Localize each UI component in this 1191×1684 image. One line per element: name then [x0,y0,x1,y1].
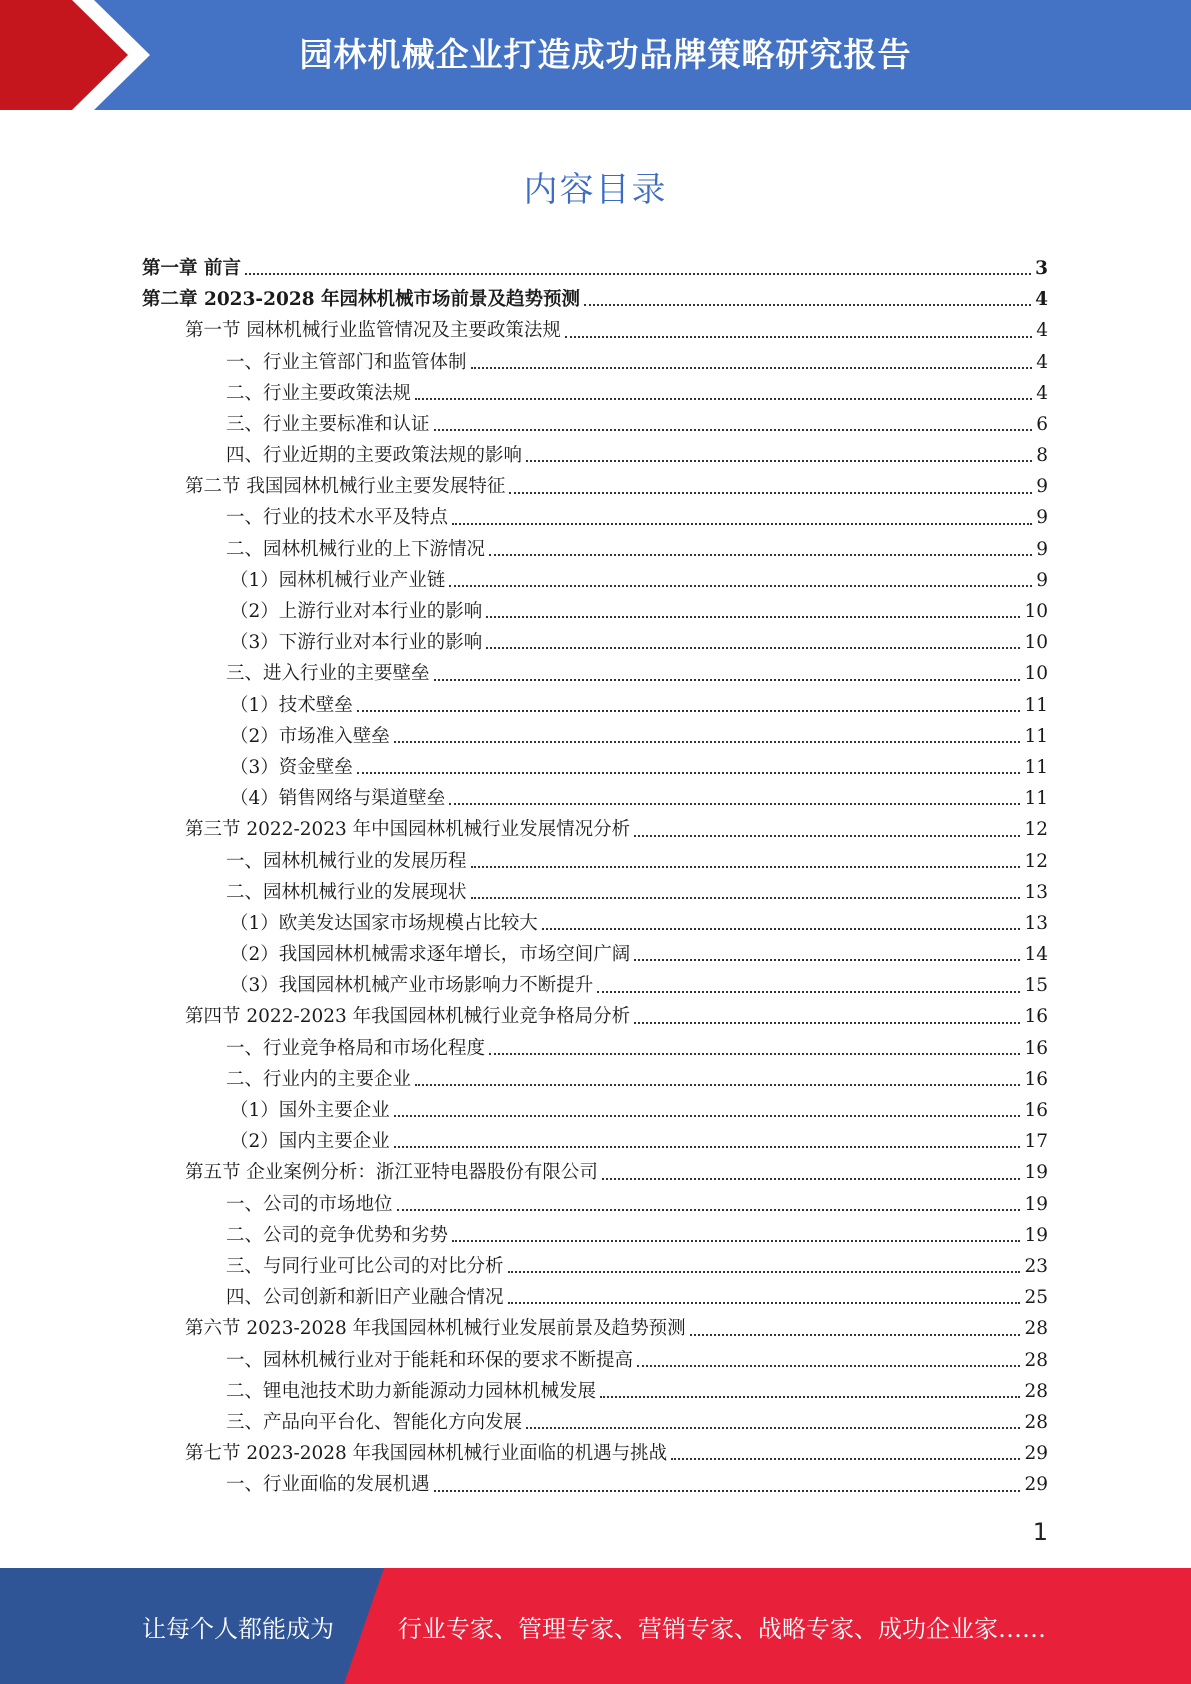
toc-entry-page: 11 [1024,788,1048,810]
toc-entry[interactable] [142,939,1048,970]
toc-entry[interactable] [142,721,1048,752]
toc-entry-page: 11 [1024,725,1048,747]
toc-heading: 内容目录 [523,170,668,210]
header-banner [0,0,1191,110]
toc-entry-label: 二、公司的竞争优势和劣势 [226,1224,449,1246]
toc-dot-leader [637,1364,1020,1367]
toc-dot-leader [415,397,1032,400]
toc-entry-page: 19 [1024,1193,1048,1215]
toc-entry-page: 29 [1024,1443,1048,1465]
toc-entry-label: 一、行业的技术水平及特点 [226,507,449,529]
toc-entry-page: 13 [1024,912,1048,934]
toc-dot-leader [394,740,1021,743]
toc-entry-label: 四、公司创新和新旧产业融合情况 [226,1287,504,1309]
toc-dot-leader [397,1208,1021,1211]
toc-entry-label: 二、行业主要政策法规 [226,382,412,404]
toc-entry-page: 4 [1036,351,1048,373]
toc-dot-leader [415,1083,1020,1086]
toc-entry-label: （1）技术壁垒 [230,694,353,716]
toc-dot-leader [486,615,1020,618]
toc-entry-label: 一、行业竞争格局和市场化程度 [226,1037,486,1059]
toc-entry[interactable] [142,565,1048,596]
toc-entry-label: 三、产品向平台化、智能化方向发展 [226,1411,523,1433]
toc-entry-label: 第二节 我国园林机械行业主要发展特征 [185,476,506,498]
toc-entry[interactable] [142,1126,1048,1157]
toc-entry[interactable] [142,534,1048,565]
toc-dot-leader [471,865,1021,868]
toc-entry-label: （4）销售网络与渠道壁垒 [230,788,446,810]
toc-entry-label: （1）欧美发达国家市场规模占比较大 [230,912,538,934]
toc-dot-leader [434,428,1033,431]
footer-slogan-roles: 行业专家、管理专家、营销专家、战略专家、成功企业家…… [398,1614,1046,1643]
toc-dot-leader [565,335,1032,338]
toc-entry-page: 4 [1036,320,1048,342]
toc-dot-leader [394,1114,1021,1117]
toc-entry-label: 第一节 园林机械行业监管情况及主要政策法规 [185,320,561,342]
toc-entry-page: 9 [1036,569,1048,591]
toc-entry-page: 23 [1024,1255,1048,1277]
toc-entry[interactable] [142,1251,1048,1282]
toc-dot-leader [634,958,1020,961]
toc-entry-label: 第五节 企业案例分析：浙江亚特电器股份有限公司 [185,1162,598,1184]
toc-dot-leader [486,646,1020,649]
toc-entry-page: 28 [1024,1318,1048,1340]
toc-dot-leader [434,678,1021,681]
toc-entry-label: 一、园林机械行业的发展历程 [226,850,467,872]
toc-entry-page: 3 [1035,257,1048,279]
toc-entry-page: 29 [1024,1474,1048,1496]
toc-entry-page: 28 [1024,1411,1048,1433]
toc-entry[interactable] [142,1438,1048,1469]
toc-entry[interactable] [142,627,1048,658]
toc-entry[interactable] [142,1220,1048,1251]
toc-entry-page: 6 [1036,413,1048,435]
toc-dot-leader [634,1021,1020,1024]
toc-entry[interactable] [142,1407,1048,1438]
toc-entry-label: 第七节 2023-2028 年我国园林机械行业面临的机遇与挑战 [185,1443,668,1465]
toc-entry-label: （2）我国园林机械需求逐年增长，市场空间广阔 [230,944,631,966]
toc-entry-page: 10 [1024,663,1048,685]
toc-entry-label: （1）园林机械行业产业链 [230,569,446,591]
toc-dot-leader [489,553,1032,556]
toc-dot-leader [357,709,1021,712]
toc-entry-page: 28 [1024,1349,1048,1371]
toc-entry[interactable] [142,1189,1048,1220]
toc-dot-leader [600,1395,1020,1398]
toc-entry-label: 一、行业主管部门和监管体制 [226,351,467,373]
toc-entry-label: 一、行业面临的发展机遇 [226,1474,430,1496]
toc-entry-label: 第二章 2023-2028 年园林机械市场前景及趋势预测 [142,289,581,311]
toc-entry-page: 28 [1024,1380,1048,1402]
toc-entry-page: 11 [1024,694,1048,716]
toc-entry[interactable] [142,1282,1048,1313]
page-number: 1 [1032,1518,1048,1546]
toc-dot-leader [245,272,1031,275]
toc-dot-leader [602,1177,1021,1180]
toc-dot-leader [449,584,1032,587]
toc-dot-leader [434,1489,1021,1492]
toc-entry[interactable] [142,253,1048,284]
toc-dot-leader [489,1052,1020,1055]
toc-entry[interactable] [142,1157,1048,1188]
toc-entry-page: 12 [1024,819,1048,841]
toc-entry-page: 10 [1024,632,1048,654]
toc-entry-page: 15 [1024,975,1048,997]
toc-entry-label: （2）国内主要企业 [230,1131,390,1153]
toc-entry[interactable] [142,846,1048,877]
toc-dot-leader [526,459,1032,462]
toc-entry-label: （3）下游行业对本行业的影响 [230,632,483,654]
toc-dot-leader [508,1301,1021,1304]
toc-entry-label: 三、进入行业的主要壁垒 [226,663,430,685]
toc-dot-leader [452,1239,1020,1242]
toc-dot-leader [452,522,1032,525]
toc-entry-label: 三、行业主要标准和认证 [226,413,430,435]
toc-entry-label: 二、园林机械行业的上下游情况 [226,538,486,560]
toc-dot-leader [671,1457,1020,1460]
toc-dot-leader [584,303,1031,306]
toc-entry-label: 二、锂电池技术助力新能源动力园林机械发展 [226,1380,597,1402]
toc-entry-page: 4 [1035,289,1048,311]
toc-entry[interactable] [142,814,1048,845]
toc-entry-page: 14 [1024,944,1048,966]
toc-entry-label: （3）资金壁垒 [230,756,353,778]
toc-entry-label: 三、与同行业可比公司的对比分析 [226,1255,504,1277]
toc-entry-label: （2）市场准入壁垒 [230,725,390,747]
toc-entry[interactable] [142,690,1048,721]
toc-entry[interactable] [142,409,1048,440]
toc-entry-page: 16 [1024,1068,1048,1090]
toc-entry-page: 16 [1024,1100,1048,1122]
toc-entry-page: 19 [1024,1224,1048,1246]
toc-entry[interactable] [142,1376,1048,1407]
toc-dot-leader [509,491,1032,494]
report-title: 园林机械企业打造成功品牌策略研究报告 [299,34,912,74]
toc-dot-leader [394,1145,1021,1148]
toc-dot-leader [357,771,1021,774]
toc-entry-page: 9 [1036,476,1048,498]
toc-entry-label: 第三节 2022-2023 年中国园林机械行业发展情况分析 [185,819,631,841]
toc-dot-leader [542,927,1021,930]
footer-slogan-lead: 让每个人都能成为 [142,1614,334,1643]
toc-entry[interactable] [142,877,1048,908]
toc-entry-label: 四、行业近期的主要政策法规的影响 [226,445,523,467]
toc-entry[interactable] [142,284,1048,315]
toc-entry-label: 第四节 2022-2023 年我国园林机械行业竞争格局分析 [185,1006,631,1028]
toc-entry[interactable] [142,378,1048,409]
table-of-contents [142,253,1048,1501]
toc-entry-page: 25 [1024,1287,1048,1309]
toc-entry[interactable] [142,908,1048,939]
footer-banner [0,1568,1191,1684]
toc-entry-page: 9 [1036,507,1048,529]
toc-entry[interactable] [142,1313,1048,1344]
toc-dot-leader [634,834,1020,837]
toc-entry[interactable] [142,503,1048,534]
toc-entry-page: 13 [1024,881,1048,903]
toc-entry[interactable] [142,658,1048,689]
toc-dot-leader [508,1270,1021,1273]
toc-entry-label: 第六节 2023-2028 年我国园林机械行业发展前景及趋势预测 [185,1318,686,1340]
toc-entry-label: （2）上游行业对本行业的影响 [230,601,483,623]
toc-dot-leader [690,1333,1021,1336]
toc-entry[interactable] [142,471,1048,502]
toc-entry-page: 4 [1036,382,1048,404]
toc-entry[interactable] [142,783,1048,814]
toc-dot-leader [597,990,1020,993]
toc-entry[interactable] [142,440,1048,471]
toc-entry-page: 11 [1024,756,1048,778]
toc-entry-label: 第一章 前言 [142,257,241,279]
toc-entry[interactable] [142,1095,1048,1126]
toc-dot-leader [471,896,1021,899]
toc-dot-leader [471,366,1033,369]
toc-entry-page: 10 [1024,601,1048,623]
toc-entry[interactable] [142,752,1048,783]
toc-dot-leader [526,1426,1020,1429]
toc-entry[interactable] [142,1469,1048,1500]
toc-entry-label: 一、园林机械行业对于能耗和环保的要求不断提高 [226,1349,634,1371]
toc-entry-page: 16 [1024,1037,1048,1059]
toc-entry-page: 17 [1024,1131,1048,1153]
toc-entry[interactable] [142,596,1048,627]
toc-entry[interactable] [142,1345,1048,1376]
toc-entry[interactable] [142,1033,1048,1064]
toc-entry-label: 一、公司的市场地位 [226,1193,393,1215]
toc-entry[interactable] [142,347,1048,378]
toc-entry-page: 8 [1036,445,1048,467]
toc-entry-page: 12 [1024,850,1048,872]
toc-dot-leader [449,802,1020,805]
toc-entry[interactable] [142,1002,1048,1033]
toc-entry-page: 19 [1024,1162,1048,1184]
toc-entry[interactable] [142,970,1048,1001]
toc-entry-page: 9 [1036,538,1048,560]
toc-entry-label: （3）我国园林机械产业市场影响力不断提升 [230,975,594,997]
toc-entry-label: 二、园林机械行业的发展现状 [226,881,467,903]
toc-entry[interactable] [142,1064,1048,1095]
toc-entry-page: 16 [1024,1006,1048,1028]
toc-entry-label: 二、行业内的主要企业 [226,1068,412,1090]
toc-entry[interactable] [142,315,1048,346]
toc-entry-label: （1）国外主要企业 [230,1100,390,1122]
